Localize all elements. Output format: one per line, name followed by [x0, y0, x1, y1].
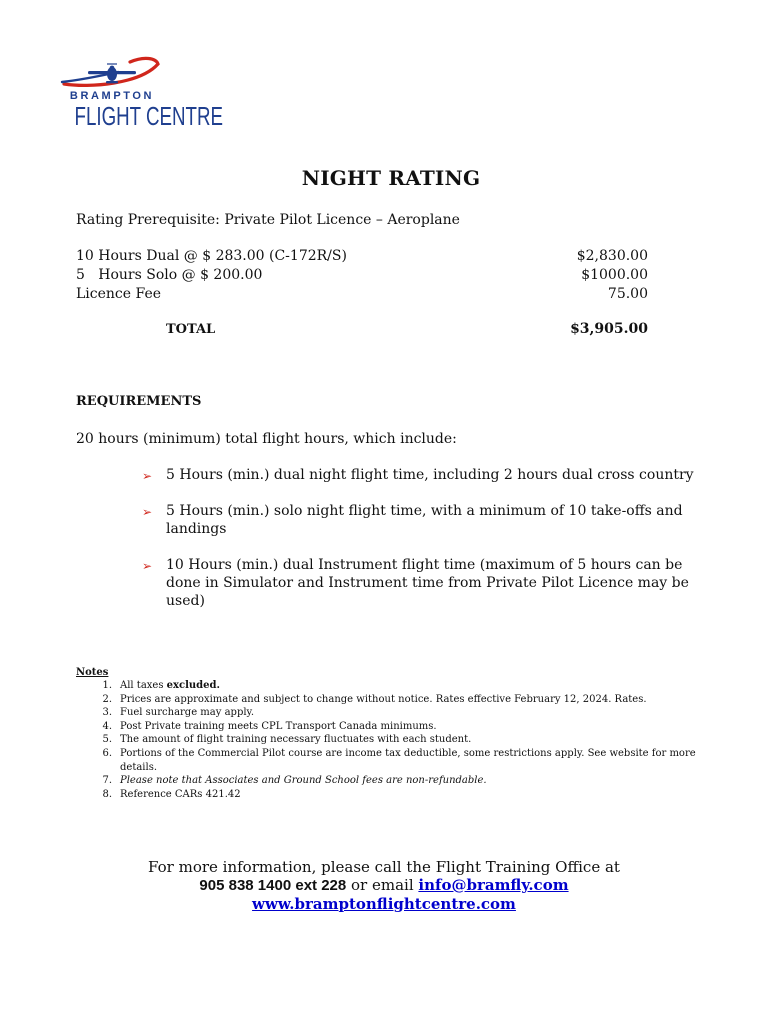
list-item [76, 693, 696, 707]
list-item [76, 774, 696, 788]
requirement-text: 5 Hours (min.) dual night flight time, including 2 hours dual cross country [166, 467, 694, 483]
cost-label-dual: 10 Hours Dual @ $ 283.00 (C-172R/S) [76, 248, 347, 264]
list-item [140, 466, 700, 484]
requirements-heading: REQUIREMENTS [76, 394, 202, 409]
red-arrow-bullet-icon: ➢ [142, 559, 153, 573]
brampton-flight-centre-logo [60, 54, 223, 138]
list-item [76, 720, 696, 734]
phone-number: 905 838 1400 ext 228 [199, 877, 347, 894]
notes-title: Notes [76, 667, 109, 678]
website-link[interactable]: www.bramptonflightcentre.com [252, 895, 516, 913]
notes-list [76, 679, 696, 801]
requirements-list [140, 466, 700, 628]
contact-footer [0, 858, 768, 913]
requirement-text: 5 Hours (min.) solo night flight time, with a minimum of 10 take-offs and landings [166, 503, 683, 537]
cost-label-solo: 5 Hours Solo @ $ 200.00 [76, 267, 263, 283]
cost-label-licence-fee: Licence Fee [76, 286, 162, 302]
cost-amount-dual: $2,830.00 [576, 248, 648, 264]
note-text: Please note that Associates and Ground School fees are non-refundable. [120, 775, 487, 787]
red-arrow-bullet-icon: ➢ [142, 469, 153, 483]
note-text: Post Private training meets CPL Transport Canada minimums. [120, 720, 437, 732]
list-item [76, 788, 696, 802]
email-link[interactable]: info@bramfly.com [418, 876, 569, 894]
note-text: Portions of the Commercial Pilot course are income tax deductible, some restrictions apply. See website for more details. [120, 747, 696, 773]
note-number: 1. [102, 680, 112, 691]
list-item [76, 747, 696, 774]
note-number: 6. [102, 747, 112, 759]
list-item [76, 679, 696, 693]
or-email-text: or email [346, 876, 419, 894]
requirements-intro: 20 hours (minimum) total flight hours, which include: [76, 431, 457, 447]
page-title: NIGHT RATING [301, 166, 481, 190]
note-text: Reference CARs 421.42 [120, 788, 241, 800]
note-text: Prices are approximate and subject to change without notice. Rates effective February 12, 2024. Rates. [120, 693, 647, 705]
note-number: 3. [102, 707, 112, 719]
note-text: Fuel surcharge may apply. [120, 707, 255, 719]
note-number: 5. [102, 734, 112, 746]
list-item [76, 733, 696, 747]
note-number: 2. [102, 693, 112, 705]
notes-section [76, 667, 696, 801]
logo-text-brampton: BRAMPTON [69, 90, 155, 102]
cost-amount-licence-fee: 75.00 [607, 286, 648, 302]
list-item [76, 706, 696, 720]
total-amount: $3,905.00 [570, 321, 648, 337]
requirement-text: 10 Hours (min.) dual Instrument flight time (maximum of 5 hours can be done in Simulator and Instrument time from Private Pilot Licence may be used) [166, 557, 689, 609]
note-number: 4. [102, 720, 112, 732]
note-text: The amount of flight training necessary fluctuates with each student. [120, 734, 472, 746]
cost-amount-solo: $1000.00 [581, 267, 648, 283]
list-item [140, 556, 700, 610]
red-arrow-bullet-icon: ➢ [142, 505, 153, 519]
contact-intro: For more information, please call the Flight Training Office at [148, 858, 620, 876]
note-bold-text: excluded. [166, 680, 220, 691]
logo-text-flight-centre: FLIGHT CENTRE [74, 101, 223, 131]
note-number: 8. [102, 788, 112, 800]
note-number: 7. [102, 775, 112, 787]
total-label: TOTAL [166, 322, 216, 337]
note-text: All taxes [120, 680, 167, 691]
prerequisite-text: Rating Prerequisite: Private Pilot Licence – Aeroplane [76, 212, 460, 228]
list-item [140, 502, 700, 538]
